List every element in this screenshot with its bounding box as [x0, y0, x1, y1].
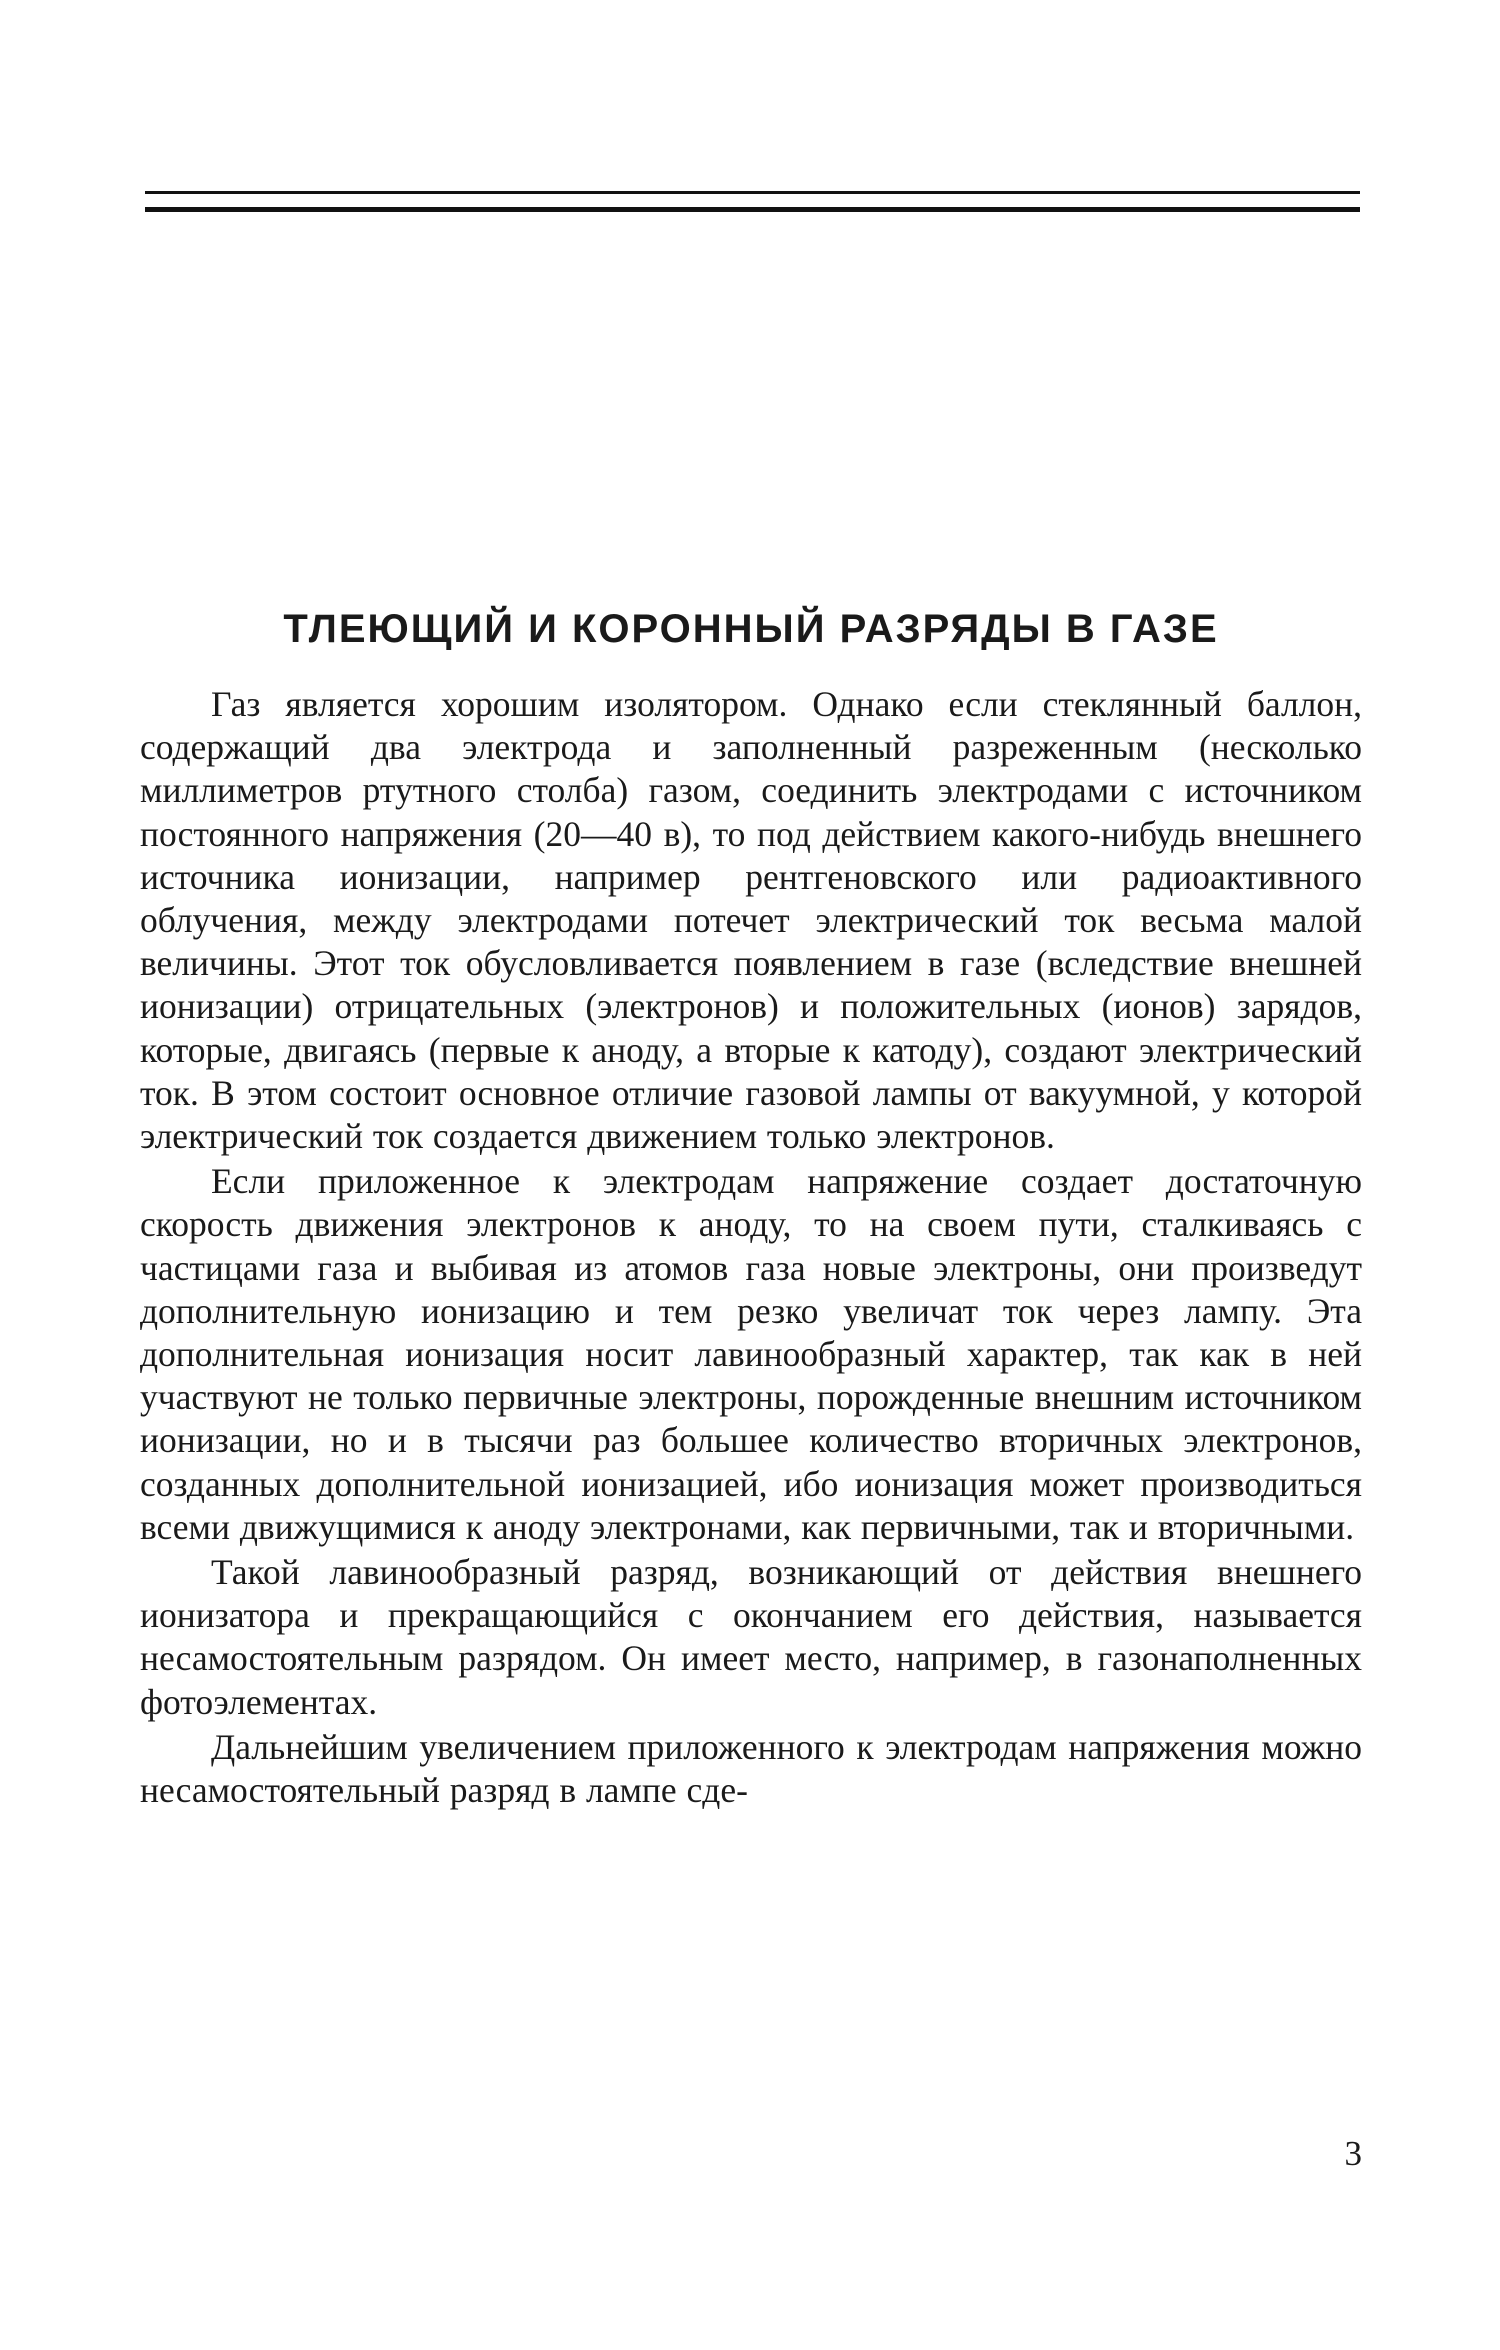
page-number: 3: [1344, 2134, 1362, 2173]
header-rule-thin: [145, 191, 1360, 194]
chapter-title: ТЛЕЮЩИЙ И КОРОННЫЙ РАЗРЯДЫ В ГАЗЕ: [283, 607, 1219, 651]
paragraph-3: Такой лавинообразный разряд, возникающий от действия внешнего ионизатора и прекращающийся с окончанием его действия, называется несамостоятельным разрядом. Он имеет место, например, в газонаполненных фотоэлементах.: [140, 1552, 1362, 1722]
paragraph-4: Дальнейшим увеличением приложенного к электродам напряжения можно несамостоятельный разряд в лампе сде-: [140, 1726, 1362, 1811]
header-rule-thick: [145, 207, 1360, 212]
body-text: [140, 683, 1362, 1812]
paragraph-2: Если приложенное к электродам напряжение создает достаточную скорость движения электронов к аноду, то на своем пути, сталкиваясь с частицами газа и выбивая из атомов газа новые электроны, они произведут дополнительную ионизацию и тем резко увеличат ток через лампу. Эта дополнительная ионизация носит лавинообразный характер, так как в ней участвуют не только первичные электроны, порожденные внешним источником ионизации, но и в тысячи раз большее количество вторичных электронов, созданных дополнительной ионизацией, ибо ионизация может производиться всеми движущимися к аноду электронами, как первичными, так и вторичными.: [140, 1161, 1362, 1547]
paragraph-1: Газ является хорошим изолятором. Однако если стеклянный баллон, содержащий два электрода и заполненный разреженным (несколько миллиметров ртутного столба) газом, соединить электродами с источником постоянного напряжения (20—40 в), то под действием какого-нибудь внешнего источника ионизации, например рентгеновского или радиоактивного облучения, между электродами потечет электрический ток весьма малой величины. Этот ток обусловливается появлением в газе (вследствие внешней ионизации) отрицательных (электронов) и положительных (ионов) зарядов, которые, двигаясь (первые к аноду, а вторые к катоду), создают электрический ток. В этом состоит основное отличие газовой лампы от вакуумной, у которой электрический ток создается движением только электронов.: [140, 684, 1362, 1157]
